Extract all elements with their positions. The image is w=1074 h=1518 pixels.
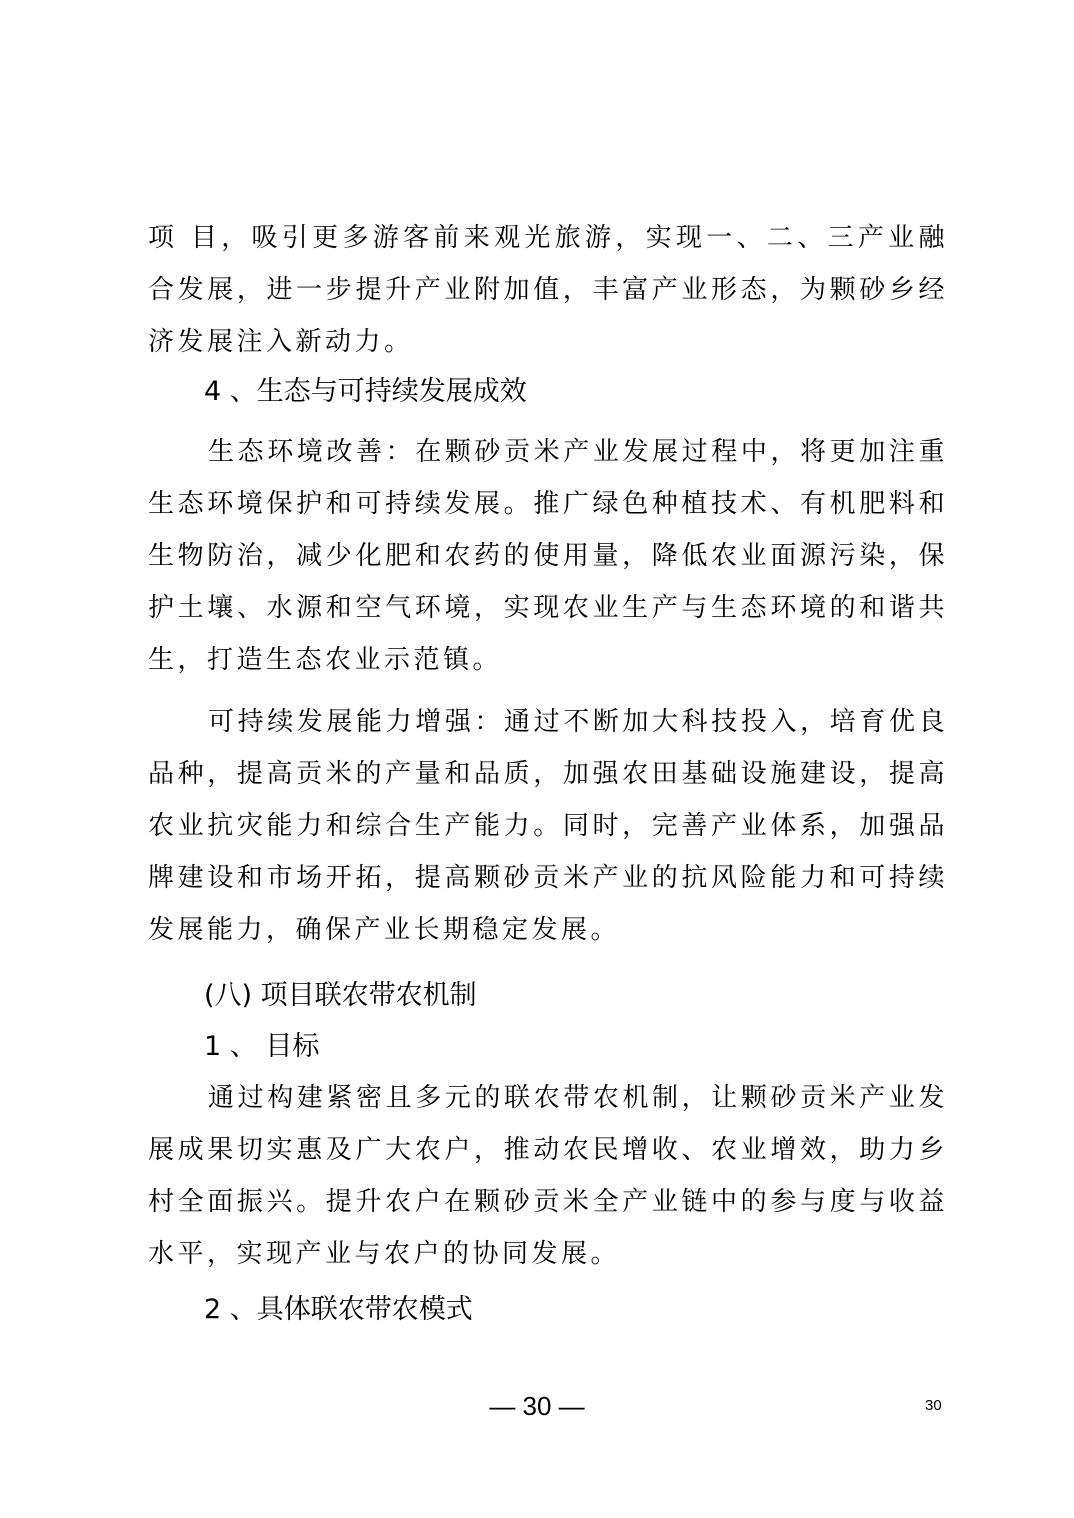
subsection-heading-models: 2 、具体联农带农模式 (204, 1294, 473, 1325)
page-number-center: — 30 — (489, 1391, 585, 1421)
paragraph-goal: 通过构建紧密且多元的联农带农机制，让颗砂贡米产业发展成果切实惠及广大农户，推动农民增收、农业增效，助力乡村全面振兴。提升农户在颗砂贡米全产业链中的参与度与收益水平，实现产业与农户的协同发展。 (148, 1083, 948, 1269)
page-number-corner: 30 (925, 1397, 942, 1414)
section-heading-ecological-outcomes: 4 、生态与可持续发展成效 (204, 376, 527, 407)
section-heading-farmer-linkage: (八) 项目联农带农机制 (204, 980, 477, 1011)
paragraph-tourism-integration: 项 目，吸引更多游客前来观光旅游，实现一、二、三产业融合发展，进一步提升产业附加值，丰富产业形态，为颗砂乡经济发展注入新动力。 (148, 223, 948, 357)
subsection-heading-goal: 1 、 目标 (204, 1031, 320, 1062)
paragraph-sustainability: 可持续发展能力增强：通过不断加大科技投入，培育优良品种，提高贡米的产量和品质，加强农田基础设施建设，提高农业抗灾能力和综合生产能力。同时，完善产业体系，加强品牌建设和市场开拓，提高颗砂贡米产业的抗风险能力和可持续发展能力，确保产业长期稳定发展。 (148, 707, 948, 945)
paragraph-ecological-improvement: 生态环境改善：在颗砂贡米产业发展过程中，将更加注重生态环境保护和可持续发展。推广绿色种植技术、有机肥料和生物防治，减少化肥和农药的使用量，降低农业面源污染，保护土壤、水源和空气环境，实现农业生产与生态环境的和谐共生，打造生态农业示范镇。 (148, 437, 948, 675)
